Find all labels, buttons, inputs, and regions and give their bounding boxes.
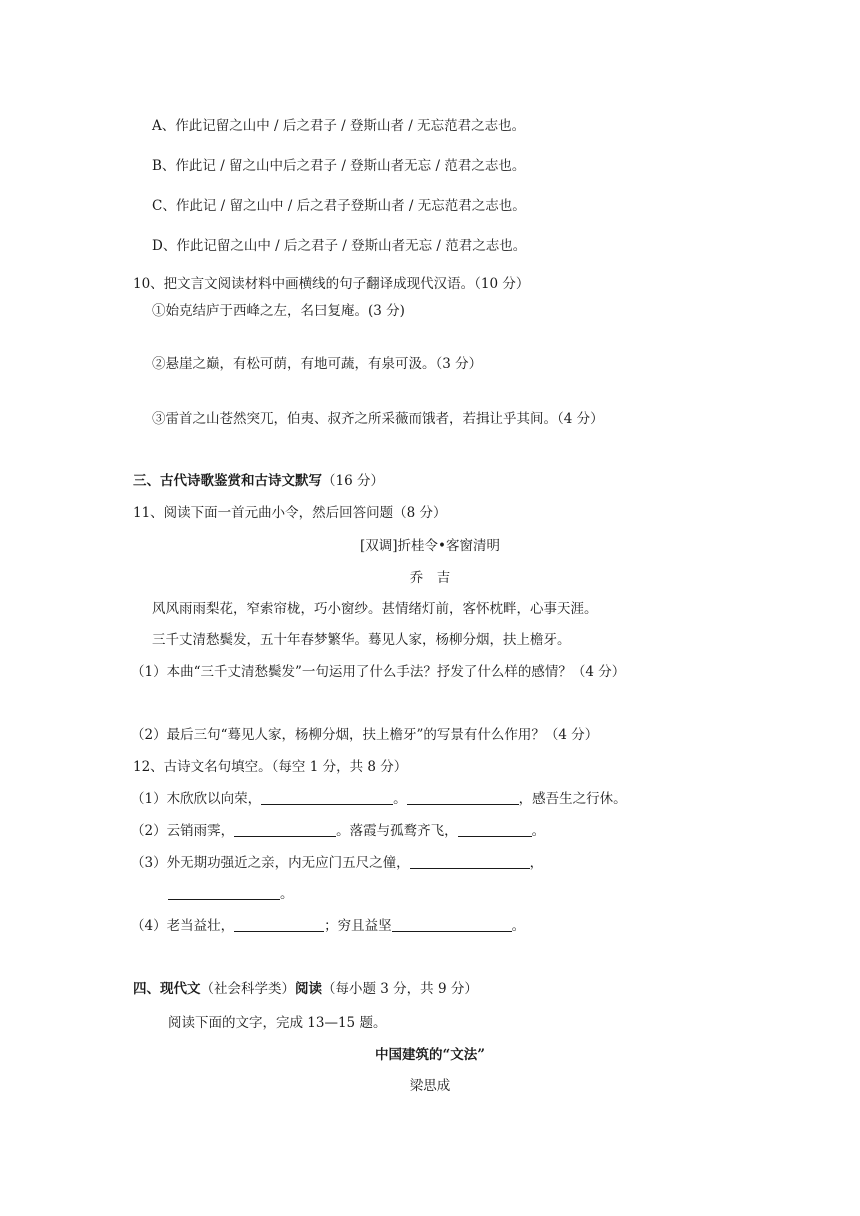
option-c: C、作此记 / 留之山中 / 后之君子登斯山者 / 无忘范君之志也。 — [152, 198, 526, 214]
blank-3[interactable] — [234, 822, 336, 837]
q12-l4-text-b: ；穷且益坚 — [324, 918, 392, 934]
q12-l2-text-c: 。 — [531, 823, 546, 839]
section-4-heading — [133, 979, 478, 999]
blank-7[interactable] — [234, 917, 324, 932]
q12-title: 12、古诗文名句填空。（每空 1 分，共 8 分） — [133, 759, 408, 775]
q12-l2-text-b: 。落霞与孤鹜齐飞， — [336, 823, 458, 839]
passage-title: 中国建筑的“文法” — [374, 1047, 486, 1063]
section-4-title-a: 四、现代文 — [133, 981, 201, 997]
q11-title: 11、阅读下面一首元曲小令，然后回答问题（8 分） — [133, 505, 447, 521]
poem-author: 乔 吉 — [409, 570, 451, 586]
q12-line-3-cont — [168, 884, 294, 904]
q12-l1-text-a: （1）木欣欣以向荣 — [131, 791, 248, 807]
q12-l1-text-d: ，感吾生之行休。 — [518, 791, 627, 807]
option-a: A、作此记留之山中 / 后之君子 / 登斯山者 / 无忘范君之志也。 — [152, 118, 526, 134]
section-3-heading — [133, 471, 384, 491]
q12-l4-text-a: （4）老当益壮， — [131, 918, 235, 934]
poem-line-2: 三千丈清愁鬓发，五十年春梦繁华。蓦见人家，杨柳分烟，扶上檐牙。 — [152, 632, 571, 648]
q12-l4-text-c: 。 — [511, 918, 526, 934]
q12-l1-text-b: ， — [247, 791, 262, 807]
section-4-title-b: （社会科学类） — [200, 981, 295, 997]
option-d: D、作此记留之山中 / 后之君子 / 登斯山者无忘 / 范君之志也。 — [152, 238, 527, 254]
reading-instruction: 阅读下面的文字，完成 13—15 题。 — [168, 1015, 387, 1031]
q10-title: 10、把文言文阅读材料中画横线的句子翻译成现代汉语。（10 分） — [133, 276, 530, 292]
section-3-title: 三、古代诗歌鉴赏和古诗文默写 — [133, 473, 322, 489]
q12-line-1 — [131, 789, 627, 809]
blank-6[interactable] — [168, 885, 280, 900]
section-4-title-c: 阅读 — [295, 981, 322, 997]
q10-item-3: ③雷首之山苍然突兀，伯夷、叔齐之所采薇而饿者，若揖让乎其间。（4 分） — [152, 411, 604, 427]
q12-l1-text-c: 。 — [393, 791, 407, 807]
q12-line-3 — [131, 853, 543, 873]
q12-l3-text-b: ， — [529, 855, 544, 871]
poem-title: [双调]折桂令•客窗清明 — [360, 538, 500, 554]
q10-item-1: ①始克结庐于西峰之左，名曰复庵。(3 分) — [152, 303, 405, 319]
blank-1[interactable] — [261, 790, 393, 805]
q12-l3-text-a: （3）外无期功强近之亲，内无应门五尺之僮， — [131, 855, 410, 871]
q12-l2-text-a: （2）云销雨霁， — [131, 823, 235, 839]
q12-line-4 — [131, 916, 525, 936]
option-b: B、作此记 / 留之山中后之君子 / 登斯山者无忘 / 范君之志也。 — [152, 158, 526, 174]
passage-author: 梁思成 — [409, 1078, 451, 1094]
blank-4[interactable] — [458, 822, 532, 837]
section-3-score: （16 分） — [322, 473, 384, 489]
q12-line-2 — [131, 821, 545, 841]
blank-5[interactable] — [410, 854, 530, 869]
q10-item-2: ②悬崖之巅，有松可荫，有地可蔬，有泉可汲。（3 分） — [152, 356, 483, 372]
poem-line-1: 风风雨雨梨花，窄索帘栊，巧小窗纱。甚情绪灯前，客怀枕畔，心事天涯。 — [152, 601, 598, 617]
q11-sub-1: （1）本曲“三千丈清愁鬓发”一句运用了什么手法？抒发了什么样的感情？（4 分） — [131, 664, 626, 680]
blank-2[interactable] — [407, 790, 519, 805]
section-4-score: （每小题 3 分，共 9 分） — [322, 981, 478, 997]
q12-l3-text-c: 。 — [280, 886, 294, 902]
blank-8[interactable] — [392, 917, 512, 932]
q11-sub-2: （2）最后三句“蓦见人家，杨柳分烟，扶上檐牙”的写景有什么作用？（4 分） — [131, 727, 599, 743]
